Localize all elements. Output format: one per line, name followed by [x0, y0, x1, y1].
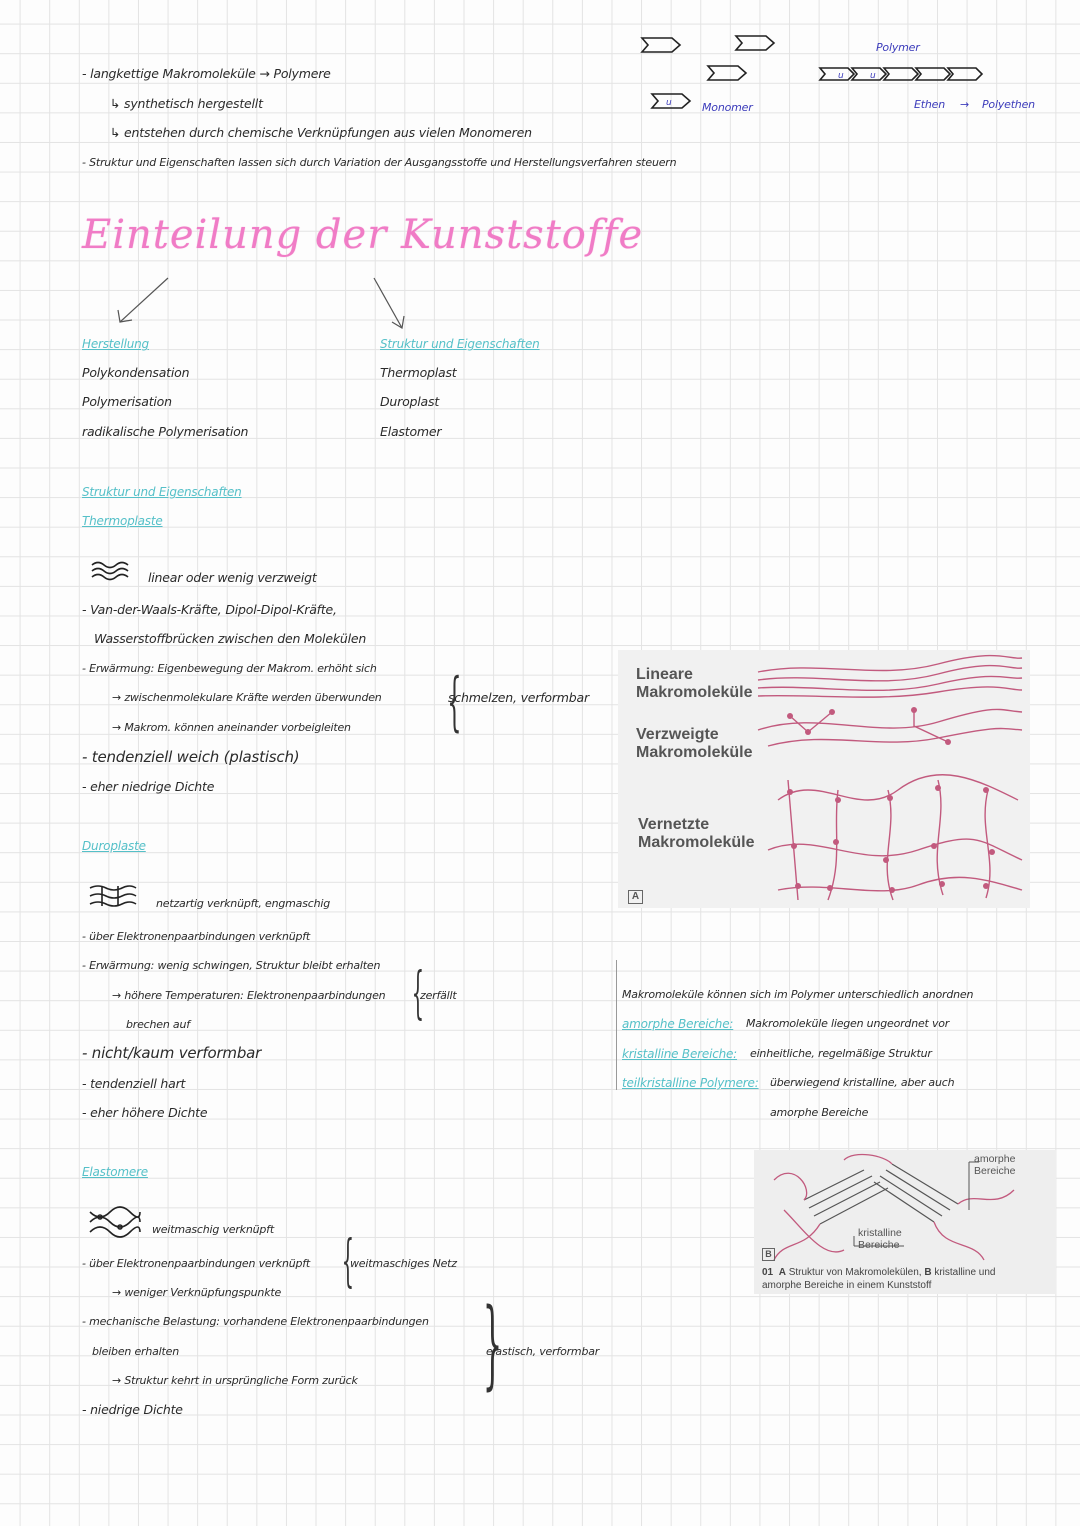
kristallin-value: einheitliche, regelmäßige Struktur [750, 1047, 932, 1060]
thermo-heading: Thermoplaste [82, 514, 163, 528]
thermo-line: → zwischenmolekulare Kräfte werden überwunden [112, 691, 382, 704]
struktur-item: Duroplast [380, 394, 440, 409]
brace-icon: { [447, 665, 462, 739]
thermo-line: Wasserstoffbrücken zwischen den Molekülen [94, 631, 367, 646]
duro-desc: netzartig verknüpft, engmaschig [156, 897, 330, 910]
elast-line: → Struktur kehrt in ursprüngliche Form zurück [112, 1374, 358, 1387]
herstellung-item: Polykondensation [82, 365, 190, 380]
intro-line-2: ↳ synthetisch hergestellt [110, 96, 263, 111]
duro-line: - Erwärmung: wenig schwingen, Struktur bleibt erhalten [82, 959, 381, 972]
teilkristallin-value-2: amorphe Bereiche [770, 1106, 869, 1119]
svg-text:u: u [870, 71, 876, 81]
amorph-value: Makromoleküle liegen ungeordnet vor [746, 1017, 950, 1030]
elast-side: weitmaschiges Netz [350, 1257, 457, 1270]
duro-side: zerfällt [420, 989, 457, 1002]
duro-line: → höhere Temperaturen: Elektronenpaarbindungen [112, 989, 386, 1002]
thermo-line: → Makrom. können aneinander vorbeigleiten [112, 721, 351, 734]
page-title: Einteilung der Kunststoffe [82, 212, 644, 258]
duro-line: brechen auf [126, 1018, 190, 1031]
kristallin-key: kristalline Bereiche: [622, 1047, 738, 1061]
elast-line: - niedrige Dichte [82, 1402, 183, 1417]
teilkristallin-value: überwiegend kristalline, aber auch [770, 1076, 955, 1089]
struktur-item: Thermoplast [380, 365, 457, 380]
thermo-line: - tendenziell weich (plastisch) [82, 748, 300, 766]
svg-text:u: u [838, 71, 844, 81]
elast-line: → weniger Verknüpfungspunkte [112, 1286, 282, 1299]
duro-line: - nicht/kaum verformbar [82, 1044, 262, 1062]
brace-icon: } [482, 1288, 503, 1400]
teilkristallin-key: teilkristalline Polymere: [622, 1076, 759, 1090]
elast-line: - mechanische Belastung: vorhandene Elektronenpaarbindungen [82, 1315, 429, 1328]
struktur-item: Elastomer [380, 424, 442, 439]
brace-icon: { [341, 1229, 355, 1294]
figure-a [618, 650, 1030, 908]
figure-b [754, 1150, 1056, 1294]
polyethen-label: Polyethen [982, 98, 1035, 111]
intro-line-1: - langkettige Makromoleküle → Polymere [82, 66, 331, 81]
svg-text:u: u [666, 98, 672, 108]
thermo-line: - Van-der-Waals-Kräfte, Dipol-Dipol-Kräfte, [82, 602, 337, 617]
annotation-kristallin: kristalline Bereiche [858, 1227, 902, 1251]
thermo-line: - eher niedrige Dichte [82, 779, 215, 794]
annotation-amorph: amorphe Bereiche [974, 1153, 1016, 1177]
herstellung-heading: Herstellung [82, 337, 149, 351]
amorph-key: amorphe Bereiche: [622, 1017, 734, 1031]
duro-line: - über Elektronenpaarbindungen verknüpft [82, 930, 311, 943]
elast-heading: Elastomere [82, 1165, 148, 1179]
polymer-label: Polymer [876, 41, 920, 54]
figure-tag: A [628, 890, 643, 904]
herstellung-item: Polymerisation [82, 394, 172, 409]
wide-mesh-icon [88, 1208, 142, 1238]
linear-chains-icon [90, 560, 130, 582]
label-linear: Lineare Makromoleküle [636, 666, 753, 701]
network-icon [88, 882, 138, 912]
thermo-side: schmelzen, verformbar [448, 690, 589, 705]
divider [616, 960, 617, 1090]
elast-line: bleiben erhalten [92, 1345, 179, 1358]
arrow-icon: → [960, 98, 970, 111]
monomer-label: Monomer [702, 101, 753, 114]
struktur-heading: Struktur und Eigenschaften [380, 337, 540, 351]
herstellung-item: radikalische Polymerisation [82, 424, 249, 439]
elast-side: elastisch, verformbar [486, 1345, 600, 1358]
duro-heading: Duroplaste [82, 839, 146, 853]
figure-caption: 01 A Struktur von Makromolekülen, B kristalline und amorphe Bereiche in einem Kunststoff [762, 1267, 996, 1291]
brace-icon: { [411, 961, 425, 1026]
label-branched: Verzweigte Makromoleküle [636, 726, 753, 761]
anordnung-intro: Makromoleküle können sich im Polymer unterschiedlich anordnen [622, 988, 974, 1001]
label-crosslinked: Vernetzte Makromoleküle [638, 816, 755, 851]
thermo-desc: linear oder wenig verzweigt [148, 570, 317, 585]
figure-tag: B [762, 1248, 775, 1261]
intro-line-3: ↳ entstehen durch chemische Verknüpfungen aus vielen Monomeren [110, 125, 532, 140]
elast-desc: weitmaschig verknüpft [152, 1223, 274, 1236]
section-heading: Struktur und Eigenschaften [82, 485, 242, 499]
duro-line: - tendenziell hart [82, 1076, 186, 1091]
intro-line-4: - Struktur und Eigenschaften lassen sich durch Variation der Ausgangsstoffe und Herstellungsverfahren steuern [82, 156, 677, 169]
elast-line: - über Elektronenpaarbindungen verknüpft [82, 1257, 311, 1270]
duro-line: - eher höhere Dichte [82, 1105, 208, 1120]
ethen-label: Ethen [914, 98, 945, 111]
thermo-line: - Erwärmung: Eigenbewegung der Makrom. erhöht sich [82, 662, 377, 675]
